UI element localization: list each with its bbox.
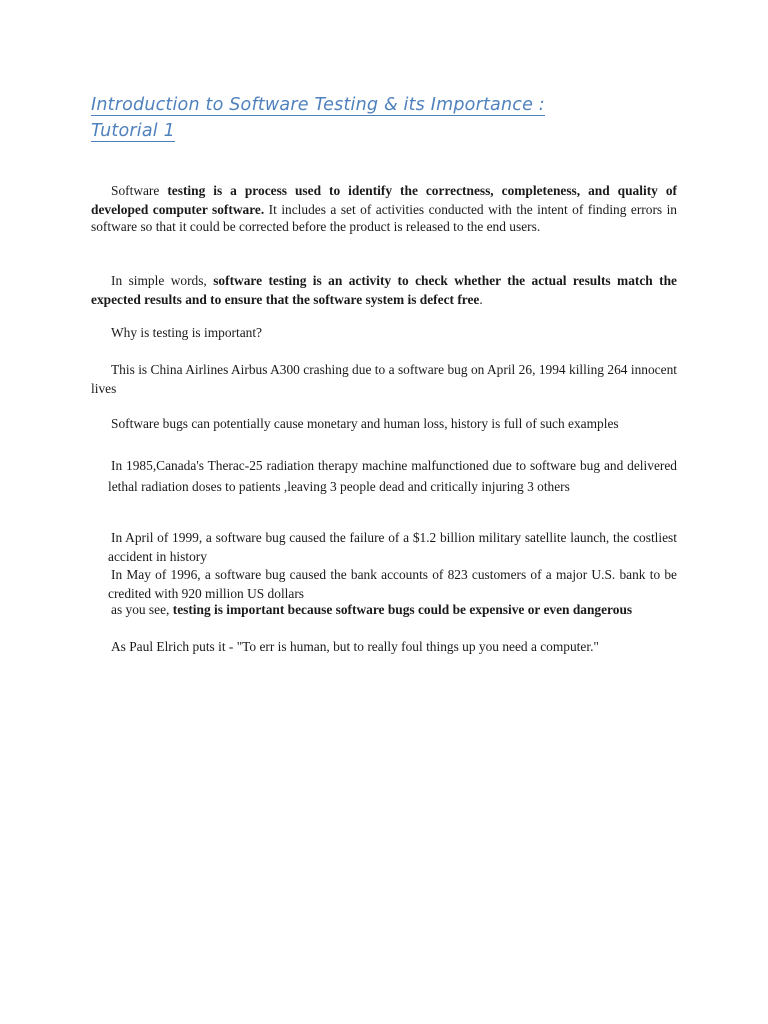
text-run: In April of 1999, a software bug caused the failure of a $1.2 billion military satellite launch, the costliest accident in history bbox=[108, 530, 677, 564]
paragraph-monetary-loss bbox=[108, 415, 677, 434]
text-run: In May of 1996, a software bug caused the bank accounts of 823 customers of a major U.S. bank to be credited with 920 million US dollars bbox=[108, 567, 677, 601]
paragraph-quote bbox=[108, 638, 677, 657]
paragraph-simple-words bbox=[91, 272, 677, 308]
text-run: It includes a set of activities conducted with the intent of finding errors in software so that it could be corrected before the product is released to the end users. bbox=[91, 201, 678, 234]
text-run: Why is testing is important? bbox=[111, 325, 262, 340]
text-run: as you see, bbox=[111, 602, 173, 617]
paragraph-why-important bbox=[91, 324, 677, 343]
paragraph-definition bbox=[91, 182, 677, 236]
text-run: Software bbox=[111, 183, 168, 198]
text-run: This is China Airlines Airbus A300 crashing due to a software bug on April 26, 1994 killing 264 innocent lives bbox=[91, 362, 677, 396]
page-title bbox=[91, 92, 651, 144]
text-run: Software bugs can potentially cause monetary and human loss, history is full of such examples bbox=[111, 416, 619, 431]
text-run: As Paul Elrich puts it - "To err is human, but to really foul things up you need a computer." bbox=[111, 639, 599, 654]
bold-run: testing is a process used to identify the correctness, completeness, and quality of developed computer software. bbox=[91, 183, 677, 217]
paragraph-bank bbox=[108, 566, 677, 602]
paragraph-therac bbox=[108, 456, 677, 496]
text-run: In 1985,Canada's Therac-25 radiation therapy machine malfunctioned due to software bug and delivered lethal radiation doses to patients ,leaving 3 people dead and critically injuring 3 others bbox=[108, 458, 677, 494]
text-run: . bbox=[479, 291, 483, 307]
paragraph-as-you-see bbox=[108, 601, 677, 620]
bold-run: testing is important because software bugs could be expensive or even dangerous bbox=[172, 602, 633, 617]
paragraph-china-airlines bbox=[91, 361, 677, 397]
bold-run: software testing is an activity to check whether the actual results match the expected results and to ensure that the software system is defect free bbox=[91, 273, 678, 307]
title-line-2: Tutorial 1 bbox=[91, 121, 175, 141]
text-run: In simple words, bbox=[111, 273, 214, 288]
paragraph-satellite bbox=[108, 529, 677, 565]
title-line-1: Introduction to Software Testing & its Importance : bbox=[91, 95, 545, 115]
